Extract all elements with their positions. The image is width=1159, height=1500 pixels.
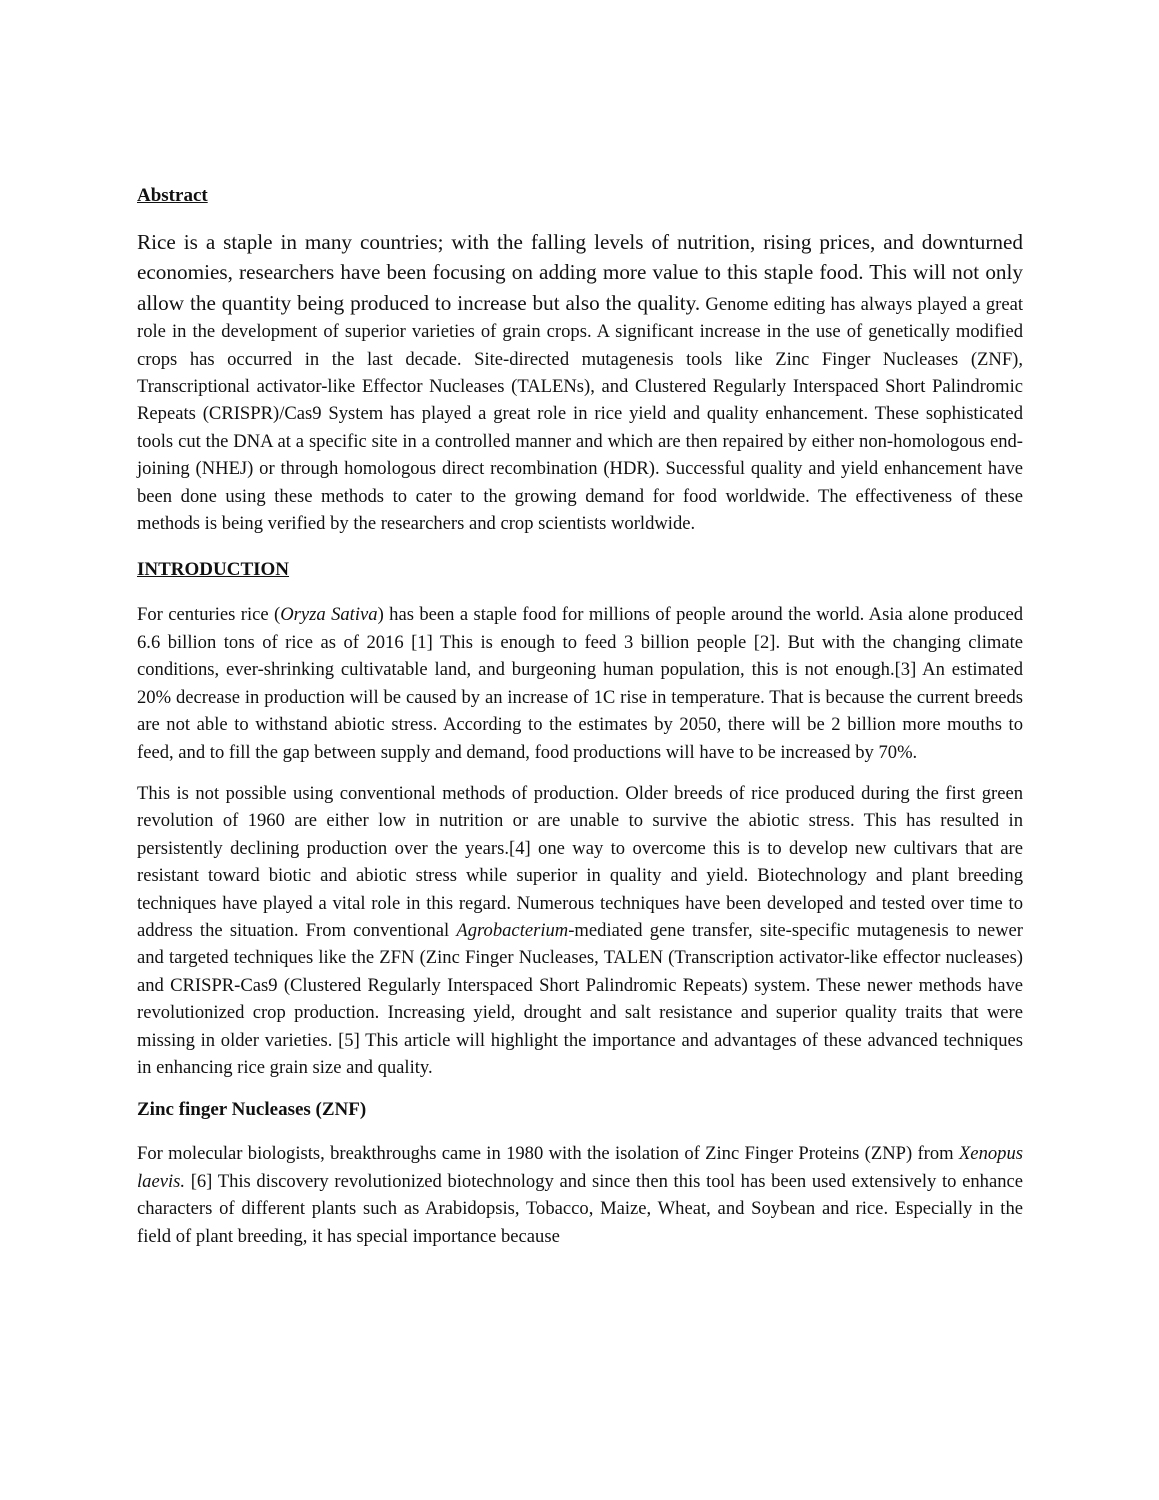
abstract-paragraph (137, 227, 1023, 537)
znf-paragraph-1 (137, 1140, 1023, 1250)
species-name: Oryza Sativa (280, 604, 378, 626)
text-run: This is not possible using conventional methods of production. Older breeds of rice produced during the first green revolution of 1960 are either low in nutrition or are unable to survive the abiotic stress. This has resulted in persistently declining production over the years.[4] one way to overcome this is to develop new cultivars that are resistant toward biotic and abiotic stress while superior in quality and yield. Biotechnology and plant breeding techniques have played a vital role in this regard. Numerous techniques have been developed and tested over time to address the situation. From conventional (137, 782, 1023, 941)
text-run: ) has been a staple food for millions of people around the world. Asia alone produced 6.6 billion tons of rice as of 2016 [1] This is enough to feed 3 billion people [2]. But with the changing climate conditions, ever-shrinking cultivatable land, and burgeoning human population, this is not enough.[3] An estimated 20% decrease in production will be caused by an increase of 1C rise in temperature. That is because the current breeds are not able to withstand abiotic stress. According to the estimates by 2050, there will be 2 billion more mouths to feed, and to fill the gap between supply and demand, food productions will have to be increased by 70%. (137, 604, 1023, 763)
text-run: -mediated gene transfer, site-specific mutagenesis to newer and targeted techniques like the ZFN (Zinc Finger Nucleases, TALEN (Transcription activator-like effector nucleases) and CRISPR-Cas9 (Clustered Regularly Interspaced Short Palindromic Repeats) system. These newer methods have revolutionized crop production. Increasing yield, drought and salt resistance and superior quality traits that were missing in older varieties. [5] This article will highlight the importance and advantages of these advanced techniques in enhancing rice grain size and quality. (137, 919, 1023, 1078)
abstract-lead-text: Rice is a staple in many countries; with the falling levels of nutrition, rising prices, and downturned economies, researchers have been focusing on adding more value to this staple food. This will not only allow the quantity being produced to increase but also the quality. (137, 230, 1023, 315)
text-run: For molecular biologists, breakthroughs came in 1980 with the isolation of Zinc Finger Proteins (ZNP) from (137, 1143, 959, 1165)
abstract-body-text: Genome editing has always played a great role in the development of superior varieties of grain crops. A significant increase in the use of genetically modified crops has occurred in the last decade. Site-directed mutagenesis tools like Zinc Finger Nucleases (ZNF), Transcriptional activator-like Effector Nucleases (TALENs), and Clustered Regularly Interspaced Short Palindromic Repeats (CRISPR)/Cas9 System has played a great role in rice yield and quality enhancement. These sophisticated tools cut the DNA at a specific site in a controlled manner and which are then repaired by either non-homologous end-joining (NHEJ) or through homologous direct recombination (HDR). Successful quality and yield enhancement have been done using these methods to cater to the growing demand for food worldwide. The effectiveness of these methods is being verified by the researchers and crop scientists worldwide. (137, 293, 1023, 535)
znf-heading: Zinc finger Nucleases (ZNF) (137, 1099, 367, 1121)
introduction-paragraph-1 (137, 601, 1023, 765)
text-run: For centuries rice ( (137, 604, 281, 626)
text-run: [6] This discovery revolutionized biotechnology and since then this tool has been used extensively to enhance characters of different plants such as Arabidopsis, Tobacco, Maize, Wheat, and Soybean and rice. Especially in the field of plant breeding, it has special importance because (137, 1170, 1023, 1247)
introduction-paragraph-2 (137, 780, 1023, 1081)
abstract-heading: Abstract (137, 185, 208, 206)
document-page (137, 183, 1023, 1250)
introduction-heading: INTRODUCTION (137, 559, 290, 581)
species-name: Xenopus laevis. (137, 1143, 1023, 1192)
genus-name: Agrobacterium (456, 919, 569, 941)
